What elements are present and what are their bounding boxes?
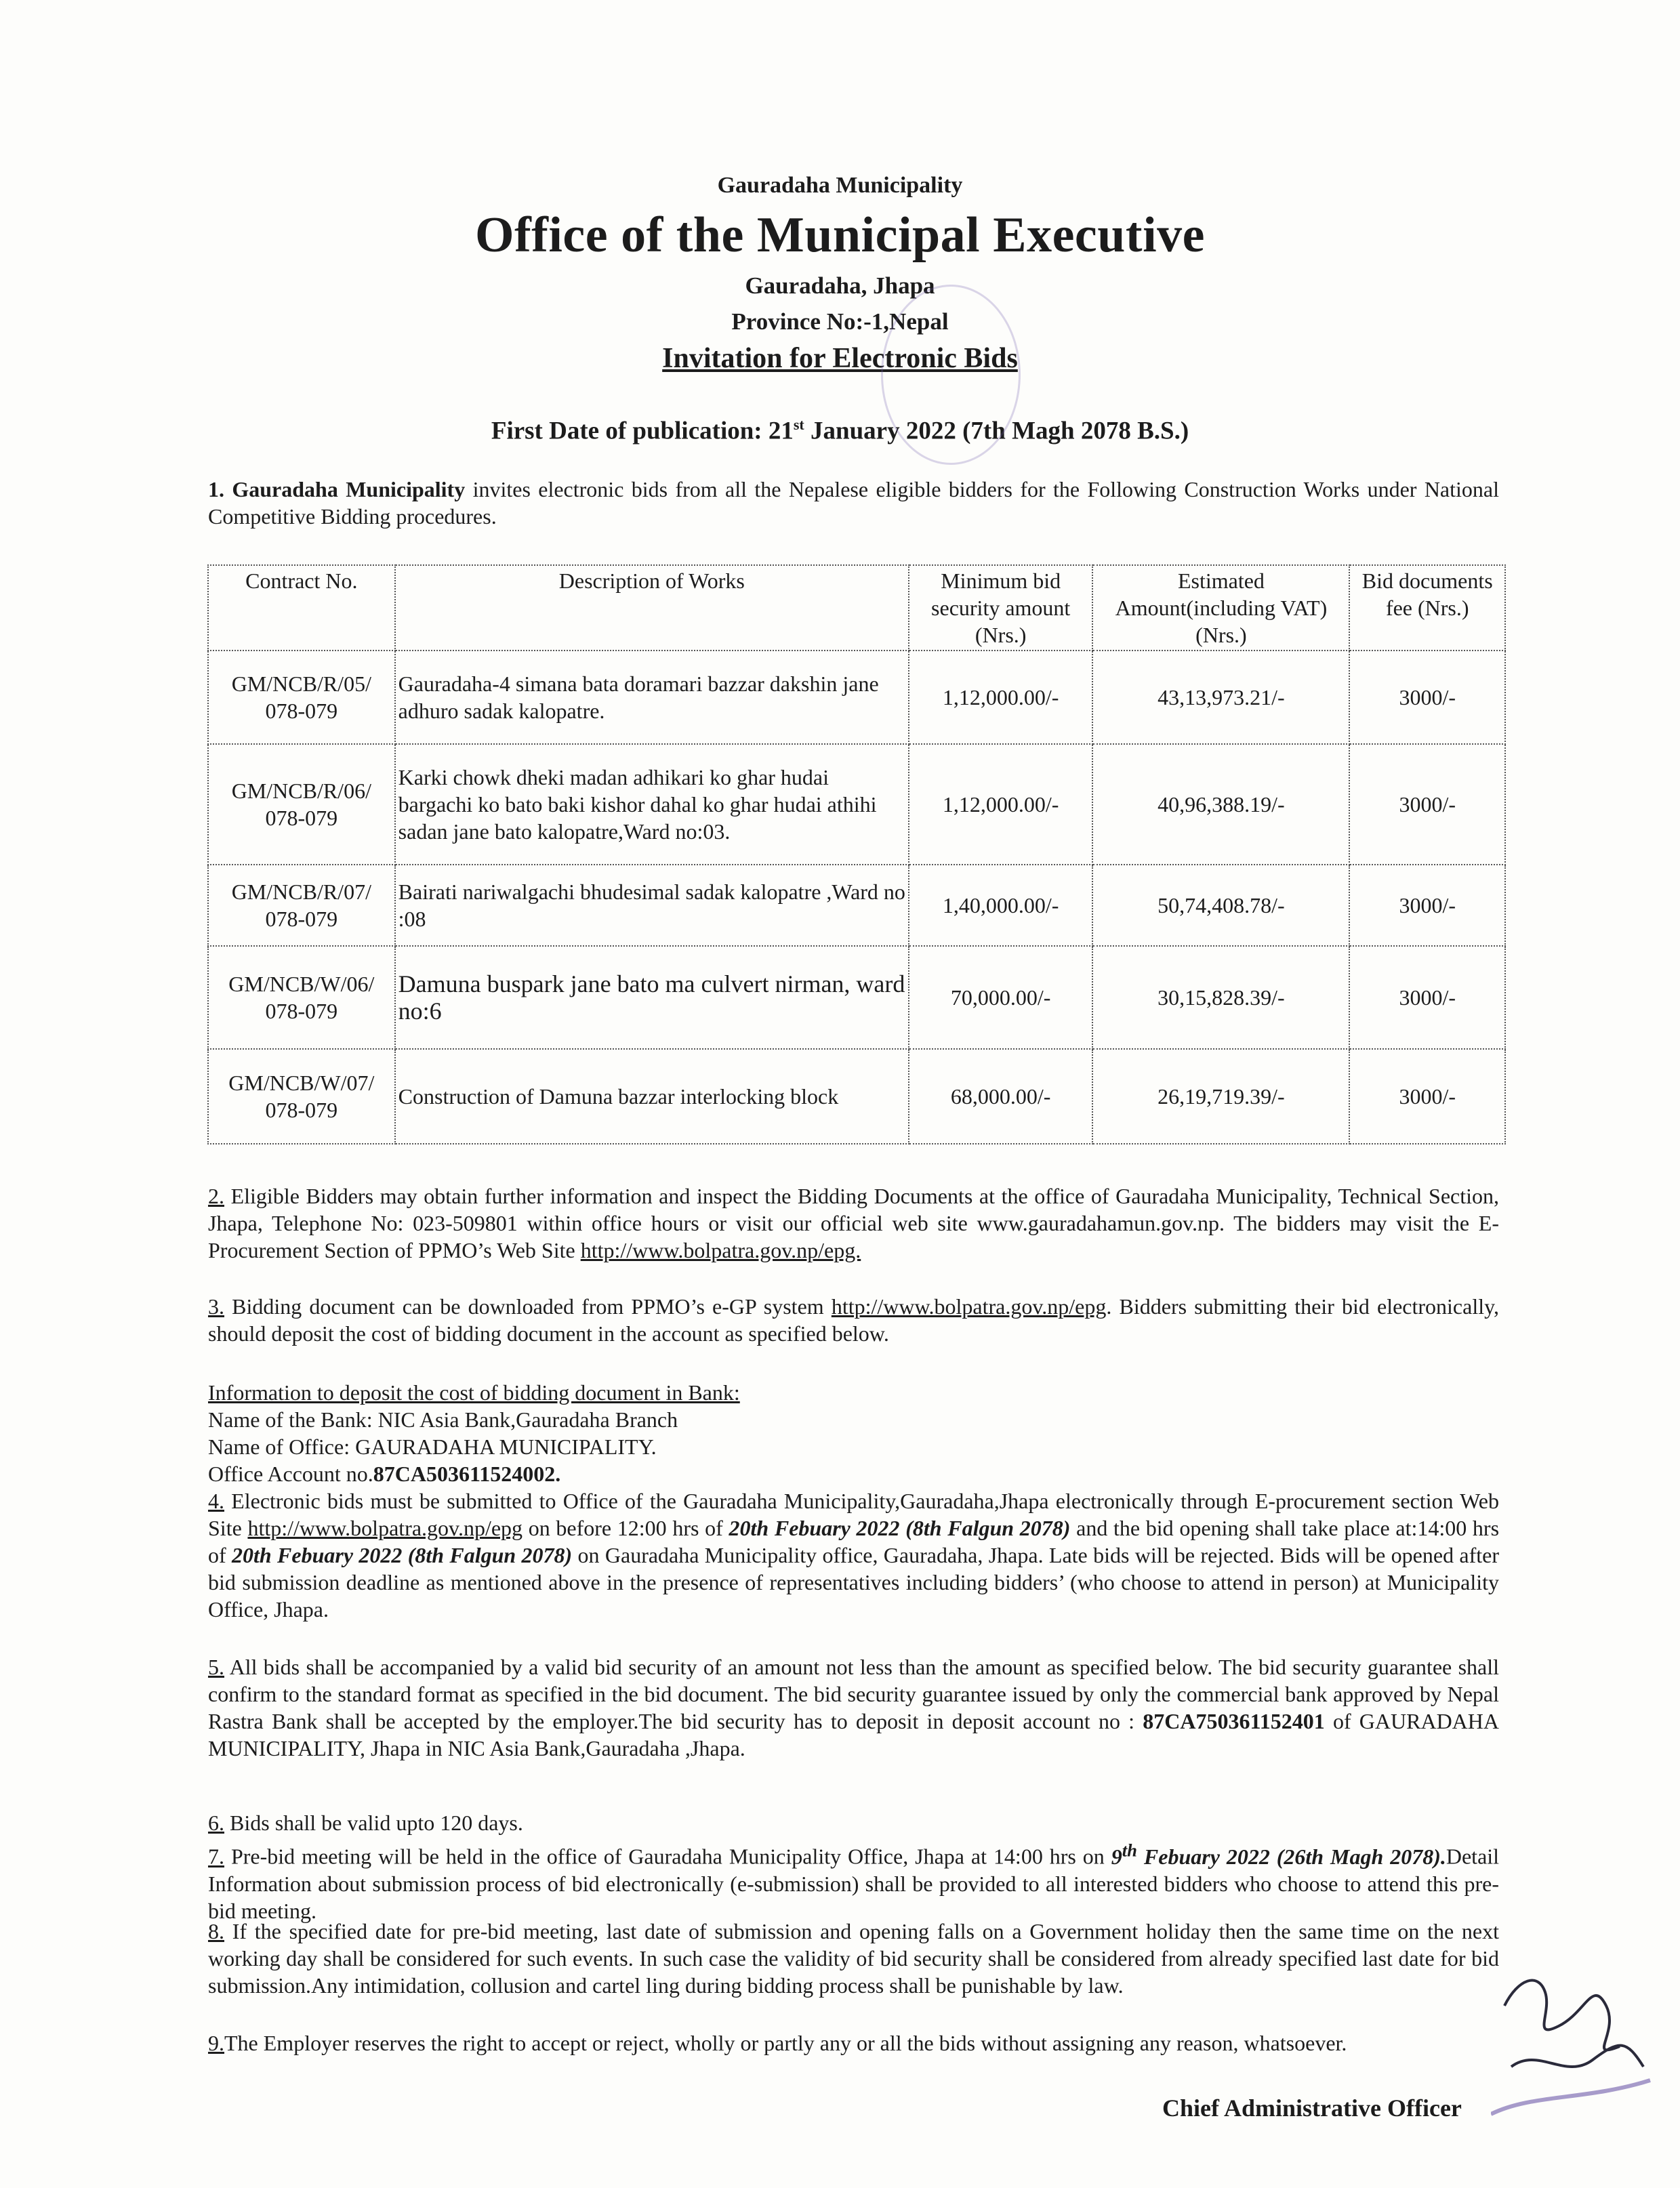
p4-number: 4. (208, 1489, 224, 1513)
municipality-name: Gauradaha Municipality (717, 173, 963, 198)
col-description: Description of Works (395, 565, 909, 651)
p7-text-1: Pre-bid meeting will be held in the office of Gauradaha Municipality Office, Jhapa at 14:00 hrs on (230, 1844, 1105, 1869)
p3-text-1: Bidding document can be downloaded from PPMO’s e-GP system (232, 1294, 824, 1319)
cell-description: Bairati nariwalgachi bhudesimal sadak kalopatre ,Ward no :08 (395, 865, 909, 946)
paragraph-1 (208, 476, 1499, 530)
p4-text-1: Electronic bids must be submitted to Office of the Gauradaha Municipality,Gauradaha,Jhapa electronically through E-procurement section Web Site (208, 1489, 1499, 1540)
p4-text-2: on before 12:00 hrs of (528, 1516, 723, 1540)
p3-link[interactable]: http://www.bolpatra.gov.np/epg (831, 1294, 1107, 1319)
p7-date-day: 9 (1111, 1844, 1122, 1869)
paragraph-7 (208, 1836, 1499, 1924)
cell-contract-no: GM/NCB/R/05/ 078-079 (208, 651, 395, 744)
cell-bid-security: 70,000.00/- (909, 946, 1092, 1049)
p4-date-1: 20th Febuary 2022 (8th Falgun 2078) (729, 1516, 1071, 1540)
bank-info (208, 1379, 1499, 1487)
p4-text-3: and the bid opening shall take place at:14:00 hrs of (208, 1516, 1500, 1567)
cell-doc-fee: 3000/- (1349, 865, 1505, 946)
paragraph-3 (208, 1293, 1499, 1347)
first-publication-date (0, 416, 1680, 445)
first-date-sup: st (793, 416, 804, 433)
cell-estimated-amount: 30,15,828.39/- (1092, 946, 1349, 1049)
paragraph-6 (208, 1809, 1499, 1836)
bank-name: Name of the Bank: NIC Asia Bank,Gauradaha Branch (208, 1407, 678, 1432)
table-row (208, 1049, 1505, 1144)
table-row (208, 865, 1505, 946)
paragraph-9 (208, 2029, 1499, 2057)
p9-text: The Employer reserves the right to accept or reject, wholly or partly any or all the bids without assigning any reason, whatsoever. (224, 2031, 1347, 2055)
account-label: Office Account no. (208, 1462, 373, 1486)
cell-description: Construction of Damuna bazzar interlocking block (395, 1049, 909, 1144)
bids-table (207, 564, 1506, 1144)
p7-date-rest: Febuary 2022 (26th Magh 2078). (1143, 1844, 1446, 1869)
p8-number: 8. (208, 1919, 224, 1943)
bank-heading: Information to deposit the cost of bidding document in Bank: (208, 1380, 740, 1405)
col-contract-no: Contract No. (208, 565, 395, 651)
p6-number: 6. (208, 1811, 224, 1835)
account-number: 87CA503611524002. (373, 1462, 561, 1486)
p7-number: 7. (208, 1844, 224, 1869)
p2-number: 2. (208, 1184, 224, 1208)
paragraph-5 (208, 1653, 1499, 1762)
cell-doc-fee: 3000/- (1349, 946, 1505, 1049)
first-date-day: 21 (768, 417, 794, 445)
first-date-rest: January 2022 (7th Magh 2078 B.S.) (811, 417, 1189, 445)
paragraph-4 (208, 1487, 1499, 1623)
cell-description: Damuna buspark jane bato ma culvert nirman, ward no:6 (395, 946, 909, 1049)
cell-bid-security: 1,12,000.00/- (909, 744, 1092, 865)
p4-link[interactable]: http://www.bolpatra.gov.np/epg (247, 1516, 523, 1540)
cell-doc-fee: 3000/- (1349, 651, 1505, 744)
cell-estimated-amount: 43,13,973.21/- (1092, 651, 1349, 744)
cell-contract-no: GM/NCB/W/07/ 078-079 (208, 1049, 395, 1144)
table-row (208, 744, 1505, 865)
p2-link[interactable]: http://www.bolpatra.gov.np/epg. (580, 1238, 861, 1262)
cell-doc-fee: 3000/- (1349, 1049, 1505, 1144)
notice-title: Invitation for Electronic Bids (662, 343, 1018, 374)
handwritten-signature (1491, 1965, 1654, 2121)
cell-estimated-amount: 50,74,408.78/- (1092, 865, 1349, 946)
cell-description: Gauradaha-4 simana bata doramari bazzar dakshin jane adhuro sadak kalopatre. (395, 651, 909, 744)
p2-text: Eligible Bidders may obtain further information and inspect the Bidding Documents at the office of Gauradaha Municipality, Technical Section, Jhapa, Telephone No: 023-509801 within office hours or visit our official web site www.gauradahamun.gov.np. The bidders may visit the E-Procurement Section of PPMO’s Web Site (208, 1184, 1500, 1262)
p5-account: 87CA750361152401 (1143, 1709, 1325, 1733)
p7-date-sup: th (1122, 1840, 1137, 1860)
p5-number: 5. (208, 1655, 224, 1679)
first-date-label: First Date of publication: (491, 417, 762, 445)
p3-text-2: . Bidders submitting their bid electronically, should deposit the cost of bidding document in the account as specified below. (208, 1294, 1500, 1346)
cell-contract-no: GM/NCB/W/06/ 078-079 (208, 946, 395, 1049)
office-account (208, 1460, 1499, 1487)
cell-bid-security: 1,12,000.00/- (909, 651, 1092, 744)
office-title: Office of the Municipal Executive (475, 207, 1205, 263)
p6-text: Bids shall be valid upto 120 days. (230, 1811, 523, 1835)
cell-bid-security: 68,000.00/- (909, 1049, 1092, 1144)
table-header-row (208, 565, 1505, 651)
p7-text-2: Detail Information about submission process of bid electronically (e-submission) shall be provided to all interested bidders who choose to attend this pre-bid meeting. (208, 1844, 1500, 1923)
office-place: Gauradaha, Jhapa (745, 272, 935, 299)
intro-text: invites electronic bids from all the Nepalese eligible bidders for the Following Construction Works under National Competitive Bidding procedures. (208, 477, 1500, 529)
p5-text-2: of GAURADAHA MUNICIPALITY, Jhapa in NIC Asia Bank,Gauradaha ,Jhapa. (208, 1709, 1500, 1760)
col-doc-fee: Bid documents fee (Nrs.) (1349, 565, 1505, 651)
col-estimated-amount: Estimated Amount(including VAT) (Nrs.) (1092, 565, 1349, 651)
cell-estimated-amount: 40,96,388.19/- (1092, 744, 1349, 865)
table-row (208, 651, 1505, 744)
office-stamp (881, 285, 1021, 465)
intro-number-name: 1. Gauradaha Municipality (208, 477, 466, 501)
cell-contract-no: GM/NCB/R/06/ 078-079 (208, 744, 395, 865)
cell-estimated-amount: 26,19,719.39/- (1092, 1049, 1349, 1144)
cell-description: Karki chowk dheki madan adhikari ko ghar hudai bargachi ko bato baki kishor dahal ko ghar hudai athihi sadan jane bato kalopatre,Ward no:03. (395, 744, 909, 865)
p4-text-4: on Gauradaha Municipality office, Gauradaha, Jhapa. Late bids will be rejected. Bids will be opened after bid submission deadline as mentioned above in the presence of representatives including bidders’ (who choose to attend in person) at Municipality Office, Jhapa. (208, 1543, 1500, 1622)
province-line: Province No:-1,Nepal (731, 308, 949, 335)
paragraph-2 (208, 1182, 1499, 1264)
table-row (208, 946, 1505, 1049)
p9-number: 9. (208, 2031, 224, 2055)
signatory-title: Chief Administrative Officer (1162, 2094, 1462, 2122)
p4-date-2: 20th Febuary 2022 (8th Falgun 2078) (232, 1543, 573, 1567)
cell-bid-security: 1,40,000.00/- (909, 865, 1092, 946)
cell-contract-no: GM/NCB/R/07/ 078-079 (208, 865, 395, 946)
p3-number: 3. (208, 1294, 224, 1319)
office-name: Name of Office: GAURADAHA MUNICIPALITY. (208, 1434, 657, 1459)
col-bid-security: Minimum bid security amount (Nrs.) (909, 565, 1092, 651)
paragraph-8 (208, 1918, 1499, 1999)
cell-doc-fee: 3000/- (1349, 744, 1505, 865)
p5-text-1: All bids shall be accompanied by a valid bid security of an amount not less than the amount as specified below. The bid security guarantee shall confirm to the standard format as specified in the bid document. The bid security guarantee issued by only the commercial bank approved by Nepal Rastra Bank shall be accepted by the employer.The bid security has to deposit in deposit account no : (208, 1655, 1500, 1733)
p8-text: If the specified date for pre-bid meeting, last date of submission and opening falls on a Government holiday then the same time on the next working day shall be considered for such events. In such case the validity of bid security shall be considered from already specified last date for bid submission.Any intimidation, collusion and cartel ling during bidding process shall be punishable by law. (208, 1919, 1500, 1998)
